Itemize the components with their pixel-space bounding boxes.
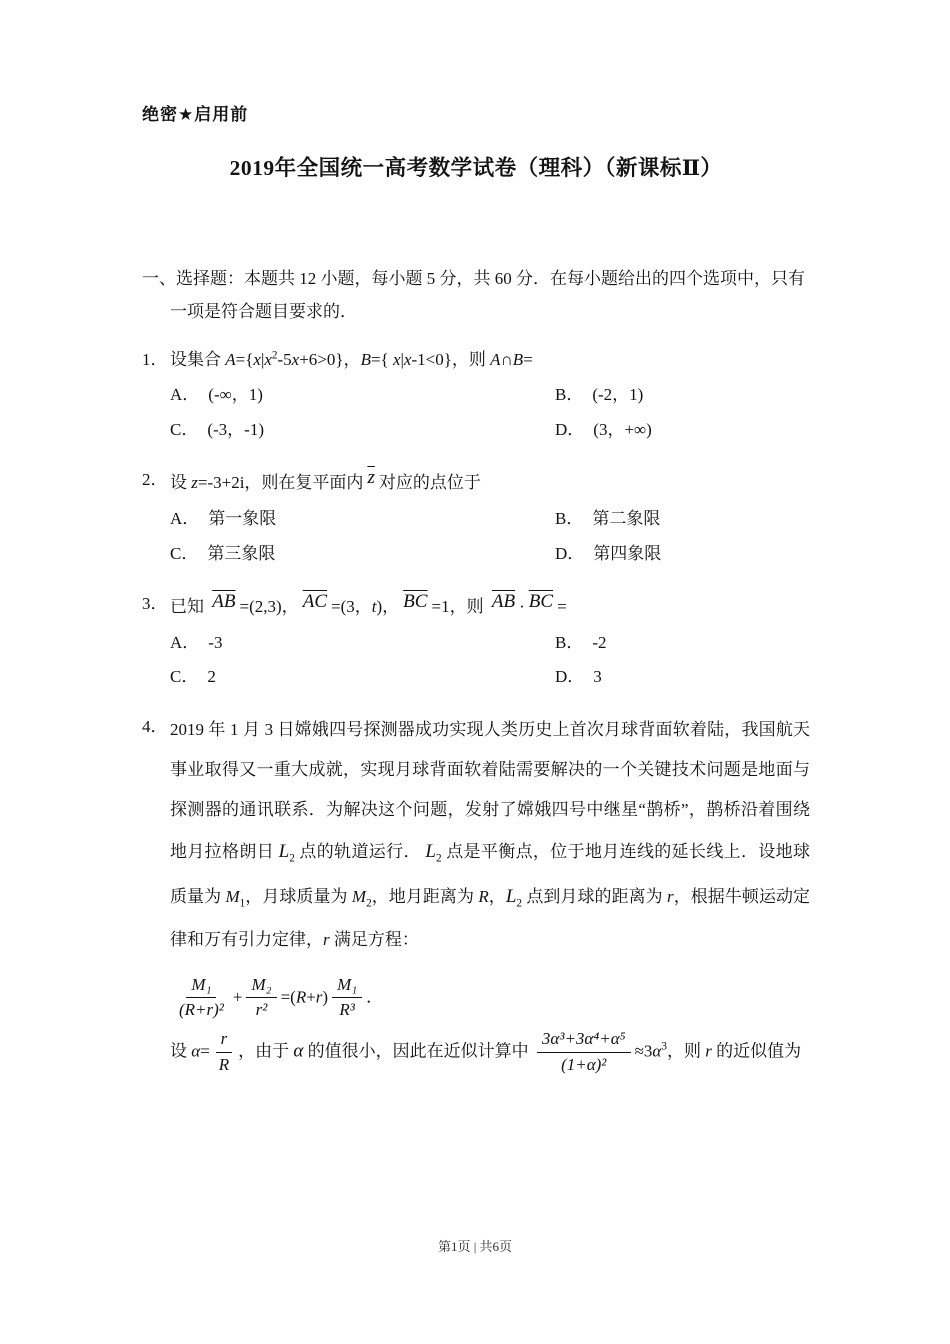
option-label: C． bbox=[170, 543, 199, 563]
question-number: 2． bbox=[142, 469, 168, 489]
option-label: B． bbox=[555, 508, 584, 528]
fraction bbox=[174, 974, 229, 1023]
text-segment: = bbox=[523, 350, 533, 370]
text-segment: 设 bbox=[170, 1041, 192, 1061]
option-text: 3 bbox=[593, 667, 602, 687]
text-segment: $\overline{AC}$ bbox=[302, 590, 328, 612]
option-c bbox=[170, 413, 555, 448]
text-segment: ，则 bbox=[666, 1041, 706, 1061]
text-segment: 满足方程： bbox=[329, 929, 419, 949]
text-segment: 已知 bbox=[170, 596, 209, 616]
text-segment: = bbox=[200, 1041, 210, 1061]
question-body bbox=[170, 710, 810, 1077]
option-a bbox=[170, 626, 555, 661]
options-grid bbox=[170, 378, 810, 448]
text-segment: 的近似值为 bbox=[711, 1041, 802, 1061]
text-segment: · bbox=[519, 596, 525, 616]
text-segment: L bbox=[278, 841, 290, 863]
text-segment: B bbox=[512, 350, 524, 370]
option-a bbox=[170, 502, 555, 537]
option-text: -2 bbox=[592, 632, 607, 652]
fraction-denominator: (R+r)² bbox=[179, 1000, 224, 1020]
text-segment: z bbox=[191, 472, 198, 492]
text-segment: R bbox=[295, 986, 307, 1006]
text-segment: x bbox=[291, 350, 300, 370]
text-segment: 则在复平面内 bbox=[261, 472, 364, 492]
text-segment: =( bbox=[280, 986, 296, 1006]
fraction bbox=[214, 1028, 234, 1077]
text-segment: =(3， bbox=[331, 596, 372, 616]
text-segment: | bbox=[260, 350, 265, 370]
options-grid bbox=[170, 502, 810, 572]
text-segment: 2 bbox=[366, 897, 372, 910]
text-segment: 2 bbox=[271, 349, 278, 362]
fraction-numerator: M₂ bbox=[246, 974, 276, 999]
exam-title: 2019年全国统一高考数学试卷（理科）（新课标Ⅱ） bbox=[229, 156, 723, 180]
text-segment: α bbox=[293, 1040, 304, 1062]
text-segment: x bbox=[392, 350, 401, 370]
option-text: 2 bbox=[207, 667, 216, 687]
option-label: C． bbox=[170, 419, 199, 439]
text-segment: 则 bbox=[466, 596, 488, 616]
text-segment: r bbox=[705, 1041, 712, 1061]
text-segment: 1 bbox=[239, 897, 246, 910]
question-stem bbox=[170, 587, 810, 626]
question-number: 1． bbox=[142, 350, 168, 370]
text-segment: 2 bbox=[516, 897, 523, 910]
text-segment: α bbox=[652, 1041, 662, 1061]
fraction bbox=[246, 974, 276, 1023]
option-label: A． bbox=[170, 508, 200, 528]
fraction-denominator: (1+α)² bbox=[561, 1055, 607, 1075]
text-segment: ，月球质量为 bbox=[245, 886, 352, 906]
option-b bbox=[555, 626, 810, 661]
text-segment: ={ bbox=[235, 350, 254, 370]
text-segment: + bbox=[232, 986, 243, 1006]
text-segment: ={ bbox=[370, 350, 393, 370]
classification-marking: 绝密★启用前 bbox=[142, 105, 249, 124]
text-segment: 点是平衡点，位于地月连线的延长线上．设地球质量为 bbox=[170, 842, 811, 906]
option-label: B． bbox=[555, 385, 584, 405]
option-text: -3 bbox=[208, 632, 223, 652]
text-segment: ，由于 bbox=[238, 1041, 294, 1061]
text-segment: + bbox=[306, 986, 316, 1006]
page-footer: 第1页 | 共6页 bbox=[437, 1239, 513, 1254]
text-segment: )， bbox=[376, 596, 400, 616]
option-c bbox=[170, 537, 555, 572]
text-segment: L bbox=[505, 885, 517, 907]
text-segment: 则 bbox=[468, 350, 491, 370]
text-segment: t bbox=[371, 596, 377, 616]
option-b bbox=[555, 378, 810, 413]
option-label: A． bbox=[170, 632, 200, 652]
text-segment: ) bbox=[322, 986, 329, 1006]
text-segment: r bbox=[323, 929, 330, 949]
text-segment: A bbox=[225, 350, 236, 370]
option-label: D． bbox=[555, 667, 585, 687]
question-2 bbox=[142, 463, 810, 572]
text-segment: 3 bbox=[661, 1041, 667, 1054]
text-segment: ，地月距离为 bbox=[371, 886, 479, 906]
equation-gravity bbox=[170, 974, 810, 1023]
option-label: D． bbox=[555, 419, 585, 439]
question-1 bbox=[142, 343, 810, 448]
option-b bbox=[555, 502, 810, 537]
option-label: B． bbox=[555, 632, 584, 652]
text-segment: x bbox=[264, 350, 272, 370]
option-d bbox=[555, 537, 810, 572]
equation-approximation bbox=[170, 1028, 810, 1077]
option-text: 第三象限 bbox=[207, 543, 276, 563]
options-grid bbox=[170, 626, 810, 696]
text-segment: $\overline{z}$ bbox=[367, 466, 375, 488]
question-3 bbox=[142, 587, 810, 696]
text-segment: x bbox=[403, 350, 412, 370]
text-segment: 点的轨道运行． bbox=[294, 842, 426, 862]
fraction-denominator: R³ bbox=[339, 1000, 355, 1020]
text-segment: $\overline{AB}$ bbox=[491, 590, 516, 612]
text-segment: ， bbox=[488, 886, 506, 906]
fraction-numerator: r bbox=[216, 1028, 233, 1053]
text-segment: B bbox=[360, 350, 371, 370]
option-text: 第二象限 bbox=[592, 508, 661, 528]
text-segment: =-3+2i， bbox=[197, 472, 262, 492]
text-segment: M bbox=[351, 886, 367, 906]
option-text: 第四象限 bbox=[593, 543, 662, 563]
text-segment: 2 bbox=[436, 852, 442, 865]
option-a bbox=[170, 378, 555, 413]
text-segment: 2 bbox=[289, 852, 295, 865]
text-segment: 点到月球的距离为 bbox=[522, 886, 668, 906]
fraction-denominator: r² bbox=[255, 1000, 268, 1020]
option-text: (3，+∞) bbox=[593, 419, 652, 439]
question-body bbox=[170, 343, 810, 448]
text-segment: = bbox=[557, 596, 567, 616]
fraction-numerator: 3α³+3α⁴+α⁵ bbox=[537, 1028, 631, 1053]
option-d bbox=[555, 413, 810, 448]
option-label: C． bbox=[170, 667, 199, 687]
question-number: 4． bbox=[142, 717, 168, 737]
text-segment: $\overline{BC}$ bbox=[528, 590, 554, 612]
text-segment: 2019 年 1 月 3 日嫦娥四号探测器成功实现人类历史上首次月球背面软着陆，我国航天事业取得又一重大成就，实现月球背面软着陆需要解决的一个关键技术问题是地面与探测器的通讯联系．为解决这个问题，发射了嫦娥四号中继星“鹊桥”，鹊桥沿着围绕地月拉格朗日 bbox=[170, 720, 810, 862]
option-text: (-3，-1) bbox=[207, 419, 264, 439]
text-segment: ，根据牛顿运动定律和万有引力定律， bbox=[170, 886, 811, 949]
text-segment: ∩ bbox=[500, 350, 513, 370]
section-heading: 一、选择题：本题共 12 小题，每小题 5 分，共 60 分．在每小题给出的四个选项中，只有一项是符合题目要求的． bbox=[142, 269, 805, 322]
question-stem bbox=[170, 463, 810, 502]
text-segment: α bbox=[191, 1041, 201, 1061]
text-segment: =1， bbox=[431, 596, 467, 616]
option-label: D． bbox=[555, 543, 585, 563]
text-segment: A bbox=[490, 350, 501, 370]
text-segment: r bbox=[315, 986, 323, 1006]
question-stem bbox=[170, 710, 810, 959]
text-segment: 设集合 bbox=[170, 350, 226, 370]
text-segment: -5 bbox=[277, 350, 292, 370]
text-segment: $\overline{BC}$ bbox=[403, 590, 428, 612]
fraction-numerator: M₁ bbox=[186, 974, 216, 999]
question-4 bbox=[142, 710, 810, 1077]
option-text: 第一象限 bbox=[208, 508, 277, 528]
option-d bbox=[555, 660, 810, 695]
question-number: 3． bbox=[142, 593, 168, 613]
question-body bbox=[170, 587, 810, 696]
question-body bbox=[170, 463, 810, 572]
question-stem bbox=[170, 343, 810, 378]
text-segment: r bbox=[667, 886, 674, 906]
text-segment: $\overline{AB}$ bbox=[212, 590, 236, 612]
text-segment: =(2,3)， bbox=[239, 596, 299, 616]
text-segment: 设 bbox=[170, 472, 192, 492]
option-text: (-∞，1) bbox=[208, 385, 263, 405]
option-label: A． bbox=[170, 385, 200, 405]
text-segment: 对应的点位于 bbox=[378, 472, 481, 492]
text-segment: ≈3 bbox=[634, 1041, 653, 1061]
text-segment: 的值很小，因此在近似计算中 bbox=[303, 1041, 533, 1061]
fraction bbox=[332, 974, 362, 1023]
fraction-denominator: R bbox=[218, 1055, 230, 1075]
text-segment: -1<0}， bbox=[411, 350, 469, 370]
option-c bbox=[170, 660, 555, 695]
fraction-numerator: M₁ bbox=[332, 974, 362, 999]
text-segment: | bbox=[400, 350, 404, 370]
text-segment: x bbox=[253, 350, 261, 370]
text-segment: +6>0}， bbox=[299, 350, 361, 370]
text-segment: M bbox=[225, 886, 240, 906]
text-segment: L bbox=[425, 841, 437, 863]
text-segment: R bbox=[478, 886, 489, 906]
fraction bbox=[537, 1028, 631, 1077]
option-text: (-2，1) bbox=[592, 385, 644, 405]
text-segment: ． bbox=[366, 986, 384, 1006]
